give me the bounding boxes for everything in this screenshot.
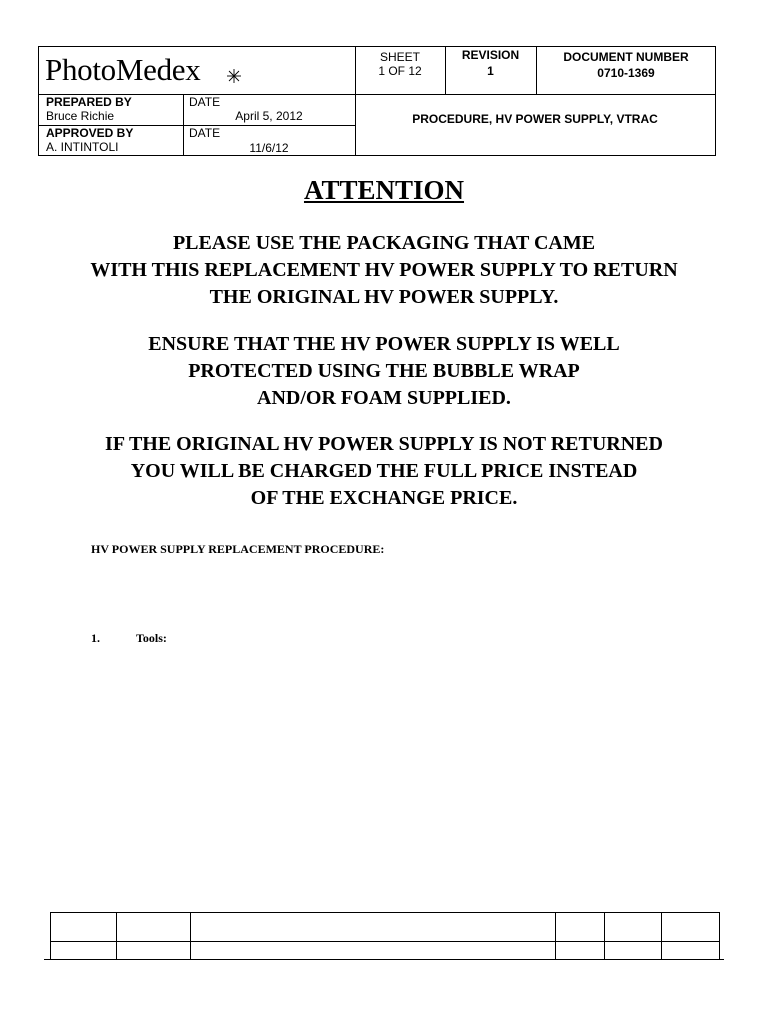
sheet-label: SHEET: [379, 50, 420, 64]
company-logo: PhotoMedex: [45, 52, 201, 87]
table-divider: [661, 913, 662, 959]
approved-date-value: 11/6/12: [249, 141, 289, 155]
table-divider: [555, 913, 556, 959]
notice-line: PLEASE USE THE PACKAGING THAT CAME: [172, 232, 596, 254]
document-number-value: 0710-1369: [597, 66, 655, 80]
table-divider: [51, 941, 719, 942]
revision-history-table: [50, 912, 720, 960]
notice-line: WITH THIS REPLACEMENT HV POWER SUPPLY TO RETURN: [90, 259, 678, 281]
attention-heading: ATTENTION: [303, 175, 465, 205]
notice-line: AND/OR FOAM SUPPLIED.: [257, 387, 511, 409]
charge-notice: [0, 431, 768, 512]
document-header: [38, 46, 716, 156]
approved-date-label: DATE: [189, 126, 221, 140]
notice-line: YOU WILL BE CHARGED THE FULL PRICE INSTEAD: [130, 460, 638, 482]
revision-label: REVISION: [461, 48, 520, 62]
header-divider: [39, 94, 715, 95]
starburst-icon: [227, 69, 241, 83]
prepared-by-value: Bruce Richie: [46, 109, 115, 123]
table-divider: [190, 913, 191, 959]
revision-value: 1: [487, 64, 494, 78]
approved-by-value: A. INTINTOLI: [46, 140, 119, 154]
approved-by-label: APPROVED BY: [46, 126, 134, 140]
prepared-date-value: April 5, 2012: [235, 109, 303, 123]
notice-line: ENSURE THAT THE HV POWER SUPPLY IS WELL: [148, 333, 620, 355]
step-number: 1.: [91, 631, 100, 645]
footer-rule: [44, 959, 724, 960]
notice-line: OF THE EXCHANGE PRICE.: [250, 487, 518, 509]
packaging-notice: [0, 230, 768, 311]
document-title: PROCEDURE, HV POWER SUPPLY, VTRAC: [412, 112, 658, 126]
prepared-date-label: DATE: [189, 95, 221, 109]
sheet-value: 1 OF 12: [378, 64, 422, 78]
table-divider: [116, 913, 117, 959]
protection-notice: [0, 331, 768, 412]
notice-line: PROTECTED USING THE BUBBLE WRAP: [188, 360, 580, 382]
table-divider: [604, 913, 605, 959]
procedure-heading: HV POWER SUPPLY REPLACEMENT PROCEDURE:: [91, 542, 385, 556]
step-label: Tools:: [136, 631, 167, 645]
notice-line: THE ORIGINAL HV POWER SUPPLY.: [209, 286, 559, 308]
prepared-by-label: PREPARED BY: [46, 95, 132, 109]
document-number-label: DOCUMENT NUMBER: [563, 50, 689, 64]
notice-line: IF THE ORIGINAL HV POWER SUPPLY IS NOT RETURNED: [105, 433, 663, 455]
